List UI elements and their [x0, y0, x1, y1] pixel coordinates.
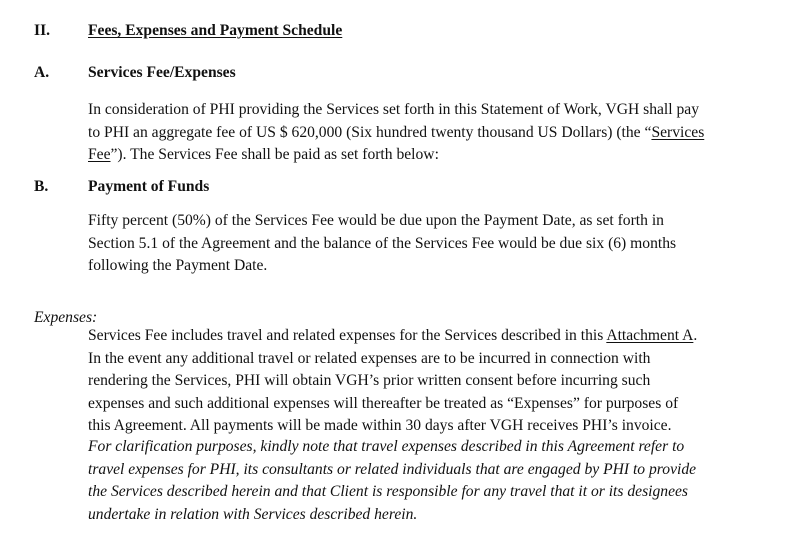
subsection-a-label: A. — [34, 64, 50, 81]
expenses-paragraph — [88, 325, 697, 438]
subsection-a-paragraph — [88, 99, 704, 167]
paragraph-line: rendering the Services, PHI will obtain VGH’s prior written consent before incurring such — [88, 372, 651, 389]
paragraph-text: . — [693, 327, 698, 344]
subsection-b-title: Payment of Funds — [88, 178, 210, 195]
subsection-b-label: B. — [34, 178, 49, 195]
paragraph-line: Section 5.1 of the Agreement and the balance of the Services Fee would be due six (6) months — [88, 234, 677, 252]
paragraph-line — [88, 122, 704, 145]
paragraph-line — [88, 144, 704, 167]
paragraph-line: For clarification purposes, kindly note that travel expenses described in this Agreement refer to — [88, 438, 685, 455]
paragraph-line: In the event any additional travel or related expenses are to be incurred in connection with — [88, 349, 651, 367]
section-number: II. — [34, 22, 51, 39]
paragraph-line: travel expenses for PHI, its consultants or related individuals that are engaged by PHI to provide — [88, 460, 697, 478]
paragraph-line: In consideration of PHI providing the Services set forth in this Statement of Work, VGH shall pay — [88, 101, 699, 118]
defined-term-services: Services — [651, 123, 705, 141]
clarification-paragraph — [88, 436, 696, 526]
paragraph-text: ”). The Services Fee shall be paid as set forth below: — [110, 146, 439, 163]
paragraph-line — [88, 325, 697, 348]
defined-term-fee: Fee — [88, 146, 111, 163]
section-title: Fees, Expenses and Payment Schedule — [88, 22, 343, 39]
paragraph-text: to PHI an aggregate fee of US $ 620,000 (Six hundred twenty thousand US Dollars) (the “ — [88, 123, 652, 141]
paragraph-line: this Agreement. All payments will be made within 30 days after VGH receives PHI’s invoice. — [88, 417, 672, 434]
attachment-a-reference: Attachment A — [606, 327, 694, 344]
paragraph-line: Fifty percent (50%) of the Services Fee would be due upon the Payment Date, as set forth in — [88, 212, 664, 229]
paragraph-line: following the Payment Date. — [88, 257, 268, 274]
paragraph-line: the Services described herein and that Client is responsible for any travel that it or its designees — [88, 483, 688, 500]
subsection-a-title: Services Fee/Expenses — [88, 64, 236, 81]
expenses-heading: Expenses: — [34, 309, 98, 326]
subsection-b-paragraph — [88, 210, 676, 278]
paragraph-line: expenses and such additional expenses will thereafter be treated as “Expenses” for purposes of — [88, 394, 679, 412]
paragraph-text: Services Fee includes travel and related expenses for the Services described in this — [88, 327, 607, 344]
paragraph-line: undertake in relation with Services described herein. — [88, 505, 418, 523]
